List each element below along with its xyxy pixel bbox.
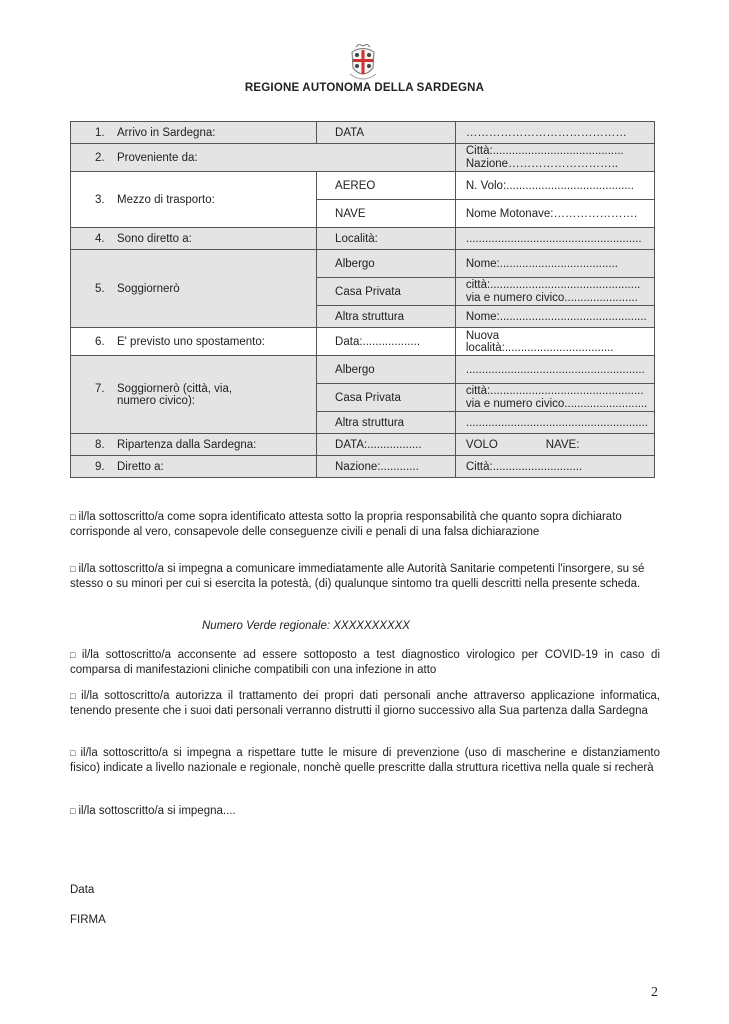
consent-test-paragraph (70, 648, 660, 678)
origin-label: Proveniente da: (117, 151, 198, 164)
departure-date-field[interactable]: DATA:................. (317, 434, 456, 456)
destination-label: Sono diretto a: (117, 232, 192, 245)
other-commitment-paragraph (70, 804, 660, 819)
form-row-origin (71, 144, 655, 172)
travel-declaration-form (70, 121, 655, 478)
signature-label: FIRMA (70, 914, 106, 926)
origin-country-field[interactable]: Nazione……………………….. (465, 157, 618, 170)
checkbox-glyph-icon: □ (70, 650, 79, 660)
checkbox-glyph-icon: □ (70, 748, 78, 758)
arrival-date-field[interactable]: …………………………………… (455, 122, 654, 144)
hotel-option[interactable]: Albergo (317, 250, 456, 278)
transport-label: Mezzo di trasporto: (117, 193, 215, 206)
locality-field[interactable]: ....................................................... (455, 228, 654, 250)
row-number: 4. (95, 232, 105, 245)
other-structure-option[interactable]: Altra struttura (317, 306, 456, 328)
arrival-date-label: DATA (317, 122, 456, 144)
directed-label: Diretto a: (117, 460, 164, 473)
form-row-stay2-hotel (71, 356, 655, 384)
arrival-label: Arrivo in Sardegna: (117, 126, 216, 139)
row-number: 7. (95, 382, 105, 395)
locality-label: Località: (317, 228, 456, 250)
prevention-paragraph (70, 746, 660, 776)
form-row-arrival (71, 122, 655, 144)
directed-city-field[interactable]: Città:............................ (455, 456, 654, 478)
ship-name-field[interactable]: Nome Motonave:…………………. (455, 200, 654, 228)
checkbox-glyph-icon: □ (70, 564, 76, 574)
departure-mode-field[interactable]: VOLO NAVE: (455, 434, 654, 456)
other-commitment-text: il/la sottoscritto/a si impegna.... (78, 805, 236, 817)
row-number: 6. (95, 335, 105, 348)
other-structure-name-field[interactable]: Nome:.............................................. (455, 306, 654, 328)
form-row-departure (71, 434, 655, 456)
checkbox-glyph-icon: □ (70, 512, 76, 522)
other-structure-option-2[interactable]: Altra struttura (317, 412, 456, 434)
page-title: REGIONE AUTONOMA DELLA SARDEGNA (244, 82, 485, 94)
form-row-stay-hotel (71, 250, 655, 278)
form-row-directed (71, 456, 655, 478)
private-address-field[interactable]: via e numero civico....................... (465, 291, 638, 304)
stay2-label-continued: numero civico): (117, 394, 195, 407)
consent-test-text: il/la sottoscritto/a acconsente ad essere sottoposto a test diagnostico virologico per COVID-19 in caso di comparsa di manifestazioni cliniche compatibili con una infezione in atto (70, 649, 661, 676)
row-number: 2. (95, 151, 105, 164)
movement-label: E' previsto uno spostamento: (117, 335, 265, 348)
private-city-field[interactable]: città:............................................... (465, 278, 641, 291)
private-house-option[interactable]: Casa Privata (317, 278, 456, 306)
declaration-text: il/la sottoscritto/a come sopra identificato attesta sotto la propria responsabilità che quanto sopra dichiarato corrisponde al vero, consapevole delle conseguenze civili e penali di una falsa dichiarazione (70, 511, 622, 538)
stay-label: Soggiornerò (117, 282, 180, 295)
form-row-movement (71, 328, 655, 356)
numero-verde: Numero Verde regionale: XXXXXXXXXX (202, 620, 410, 632)
checkbox-glyph-icon: □ (70, 806, 76, 816)
sardinia-coat-of-arms-icon (346, 44, 380, 84)
row-number: 3. (95, 193, 105, 206)
stay2-label: Soggiornerò (città, via, (117, 382, 233, 395)
commitment-paragraph (70, 562, 660, 592)
date-label: Data (70, 884, 95, 896)
privacy-text: il/la sottoscritto/a autorizza il trattamento dei propri dati personali anche attraverso applicazione informatica, tenendo presente che i suoi dati personali verranno distrutti il giorno successivo alla Sua partenza dalla Sardegna (70, 690, 661, 717)
checkbox-glyph-icon: □ (70, 691, 79, 701)
row-number: 1. (95, 126, 105, 139)
declaration-paragraph (70, 510, 660, 540)
form-row-transport-plane (71, 172, 655, 200)
hotel-name-field[interactable]: Nome:..................................... (455, 250, 654, 278)
departure-label: Ripartenza dalla Sardegna: (117, 438, 257, 451)
row-number: 5. (95, 282, 105, 295)
page-number: 2 (651, 985, 658, 1000)
hotel-option-2[interactable]: Albergo (317, 356, 456, 384)
plane-option[interactable]: AEREO (317, 172, 456, 200)
form-row-destination (71, 228, 655, 250)
commitment-text: il/la sottoscritto/a si impegna a comunicare immediatamente alle Autorità Sanitarie competenti l'insorgere, su sé stesso o su minori per cui si esercita la potestà, (di) qualunque sintomo tra quelli descritti nella presente scheda. (70, 563, 645, 590)
origin-city-field[interactable]: Città:......................................... (465, 144, 624, 157)
private-address-field-2[interactable]: via e numero civico.......................... (465, 397, 648, 410)
row-number: 8. (95, 438, 105, 451)
other-structure-field-2[interactable]: ......................................................... (455, 412, 654, 434)
movement-date-field[interactable]: Data:.................. (317, 328, 456, 356)
directed-country-field[interactable]: Nazione:............ (317, 456, 456, 478)
private-house-option-2[interactable]: Casa Privata (317, 384, 456, 412)
prevention-text: il/la sottoscritto/a si impegna a rispettare tutte le misure di prevenzione (uso di mascherine e distanziamento fisico) indicate a livello nazionale e regionale, nonchè quelle prescritte dalla struttura ricettiva nella quale si recherà (70, 747, 660, 774)
privacy-paragraph (70, 689, 660, 719)
hotel-field-2[interactable]: ........................................................ (455, 356, 654, 384)
private-city-field-2[interactable]: città:................................................ (465, 384, 644, 397)
row-number: 9. (95, 460, 105, 473)
ship-option[interactable]: NAVE (317, 200, 456, 228)
flight-number-field[interactable]: N. Volo:........................................ (455, 172, 654, 200)
new-locality-field[interactable]: Nuova località:.................................. (455, 328, 654, 356)
